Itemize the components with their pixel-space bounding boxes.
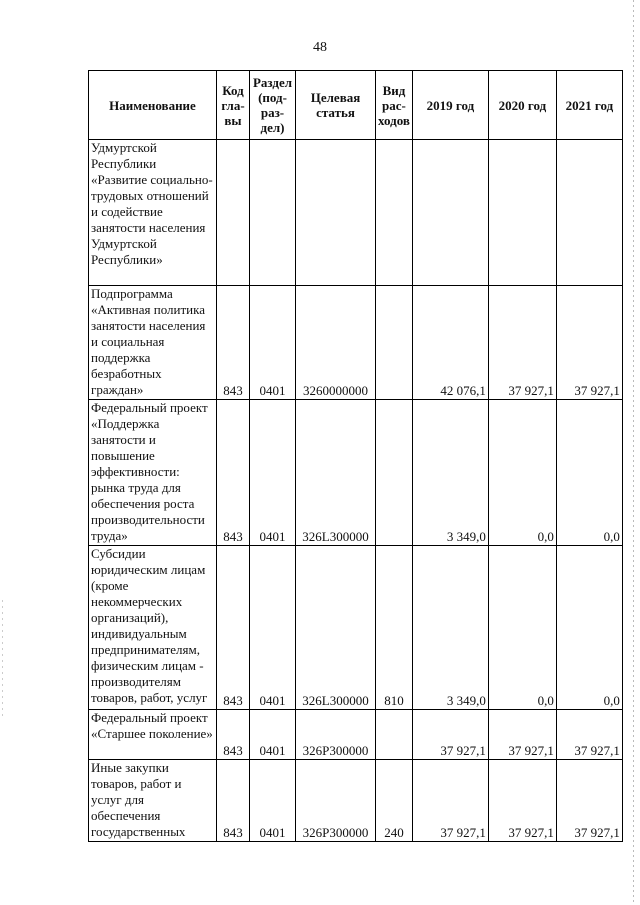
header-2020: 2020 год: [488, 71, 556, 140]
row-2019: 42 076,1: [412, 286, 488, 400]
row-2021: [556, 140, 622, 286]
header-target: Целевая статья: [296, 71, 376, 140]
row-type: [376, 400, 413, 546]
row-type: [376, 140, 413, 286]
table-row: [89, 140, 623, 286]
row-target: 3260000000: [296, 286, 376, 400]
row-name: Федеральный проект «Старшее поколение»: [89, 710, 217, 760]
header-2021: 2021 год: [556, 71, 622, 140]
page-number: 48: [313, 40, 327, 55]
row-target: 326L300000: [296, 400, 376, 546]
row-2020: 37 927,1: [488, 286, 556, 400]
row-2021: 37 927,1: [556, 710, 622, 760]
row-2021: 37 927,1: [556, 760, 622, 842]
row-code: 843: [217, 546, 250, 710]
table-row: [89, 546, 623, 710]
table-row: [89, 760, 623, 842]
scan-edge-line: [633, 0, 634, 905]
row-target: 326P300000: [296, 760, 376, 842]
row-code: 843: [217, 710, 250, 760]
row-2020: 0,0: [488, 400, 556, 546]
table-row: [89, 400, 623, 546]
table-header-row: [89, 71, 623, 140]
table-row: [89, 286, 623, 400]
row-type: [376, 710, 413, 760]
row-name: Иные закупки товаров, работ и услуг для обеспечения государственных: [89, 760, 217, 842]
row-type: 810: [376, 546, 413, 710]
row-target: 326P300000: [296, 710, 376, 760]
row-type: 240: [376, 760, 413, 842]
scan-edge-line-left: [2, 600, 3, 720]
row-2021: 37 927,1: [556, 286, 622, 400]
row-2019: 3 349,0: [412, 546, 488, 710]
header-name: Наименование: [89, 71, 217, 140]
row-2019: [412, 140, 488, 286]
row-name: Подпрограмма «Активная политика занятости населения и социальная поддержка безработных граждан»: [89, 286, 217, 400]
row-name: Удмуртской Республики «Развитие социально-трудовых отношений и содействие занятости населения Удмуртской Республики»: [89, 140, 217, 286]
row-code: 843: [217, 760, 250, 842]
row-section: 0401: [250, 760, 296, 842]
table-row: [89, 710, 623, 760]
header-type: Вид рас-ходов: [376, 71, 413, 140]
row-2020: [488, 140, 556, 286]
row-2021: 0,0: [556, 546, 622, 710]
row-section: 0401: [250, 546, 296, 710]
row-name: Субсидии юридическим лицам (кроме некоммерческих организаций), индивидуальным предпринимателям, физическим лицам - производителям товаров, работ, услуг: [89, 546, 217, 710]
header-section: Раздел (под-раз-дел): [250, 71, 296, 140]
row-section: [250, 140, 296, 286]
row-2019: 37 927,1: [412, 760, 488, 842]
row-2020: 0,0: [488, 546, 556, 710]
row-2020: 37 927,1: [488, 710, 556, 760]
header-code: Код гла-вы: [217, 71, 250, 140]
row-section: 0401: [250, 710, 296, 760]
row-code: 843: [217, 400, 250, 546]
row-section: 0401: [250, 286, 296, 400]
row-2019: 37 927,1: [412, 710, 488, 760]
row-2020: 37 927,1: [488, 760, 556, 842]
row-type: [376, 286, 413, 400]
row-code: 843: [217, 286, 250, 400]
budget-table: [88, 70, 623, 842]
row-section: 0401: [250, 400, 296, 546]
row-2019: 3 349,0: [412, 400, 488, 546]
row-name: Федеральный проект «Поддержка занятости и повышение эффективности: рынка труда для обеспечения роста производительности труда»: [89, 400, 217, 546]
header-2019: 2019 год: [412, 71, 488, 140]
row-target: 326L300000: [296, 546, 376, 710]
row-target: [296, 140, 376, 286]
row-code: [217, 140, 250, 286]
row-2021: 0,0: [556, 400, 622, 546]
